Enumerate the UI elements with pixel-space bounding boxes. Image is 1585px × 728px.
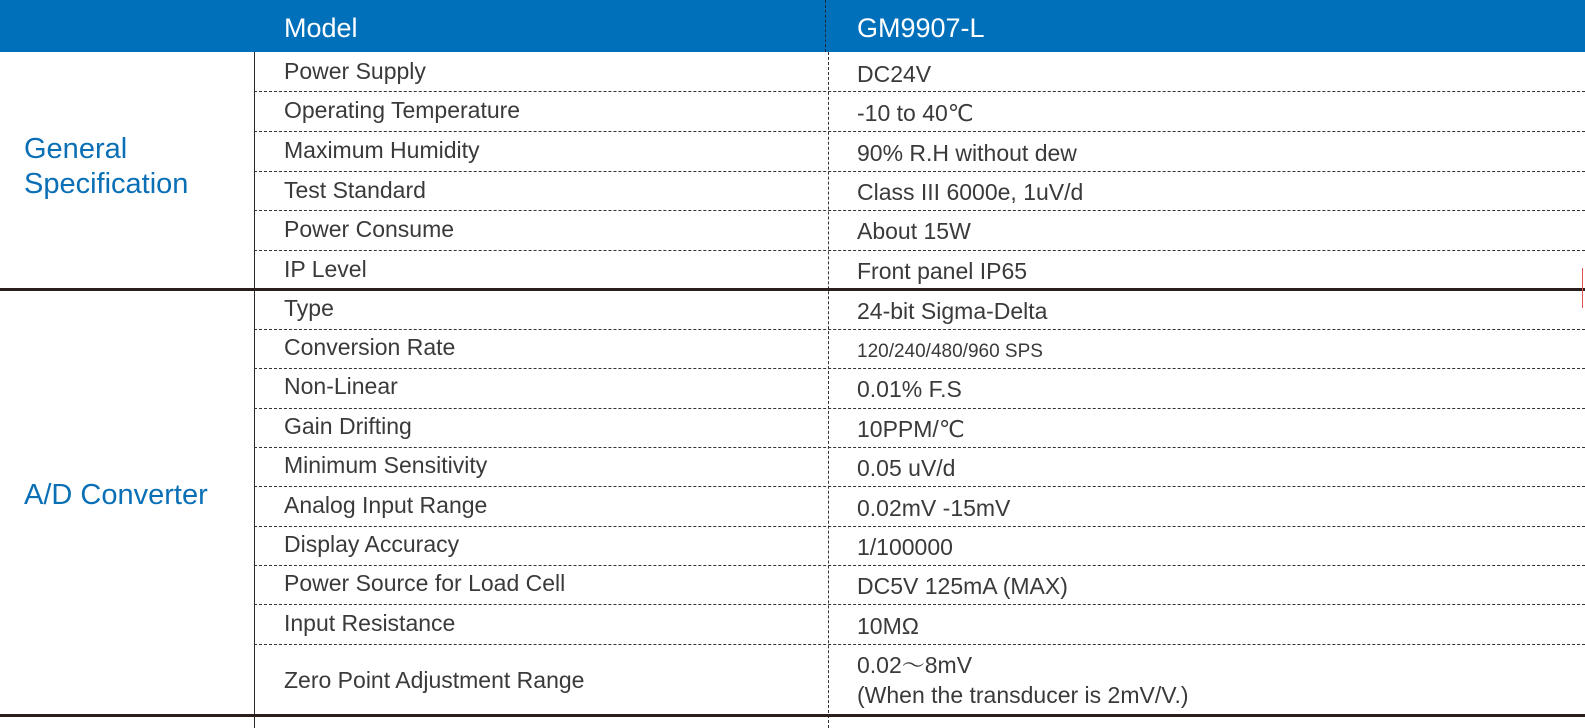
spec-value: 0.02mV -15mV (857, 495, 1011, 521)
spec-value: About 15W (857, 218, 971, 244)
spec-value: 0.05 uV/d (857, 455, 956, 481)
table-row (254, 448, 1585, 487)
spec-label: Input Resistance (284, 610, 456, 636)
table-row (254, 487, 1585, 527)
table-row (254, 291, 1585, 330)
spec-label: Power Source for Load Cell (284, 570, 566, 596)
group-title-general-specification (24, 132, 188, 202)
spec-label: Maximum Humidity (284, 137, 480, 163)
spec-value: 0.02～8mV (857, 652, 973, 678)
table-row (254, 527, 1585, 566)
spec-value: 90% R.H without dew (857, 140, 1077, 166)
table-row (254, 369, 1585, 409)
group-title-ad-converter (24, 478, 208, 513)
group-title-line: A/D Converter (24, 479, 208, 511)
header-model-value: GM9907-L (857, 13, 985, 43)
spec-value: DC5V 125mA (MAX) (857, 573, 1068, 599)
spec-value: -10 to 40℃ (857, 100, 974, 126)
table-row (254, 409, 1585, 448)
spec-label: Zero Point Adjustment Range (284, 667, 585, 693)
header-divider (825, 0, 826, 52)
spec-label: Display Accuracy (284, 531, 460, 557)
spec-value: 120/240/480/960 SPS (857, 341, 1043, 362)
spec-label: Power Supply (284, 58, 426, 84)
table-header (0, 0, 1585, 52)
spec-value: 24-bit Sigma-Delta (857, 298, 1048, 324)
spec-label: Type (284, 295, 334, 321)
spec-label: Test Standard (284, 177, 426, 203)
spec-value: 0.01% F.S (857, 376, 962, 402)
spec-label: Gain Drifting (284, 413, 412, 439)
spec-value: Class III 6000e, 1uV/d (857, 179, 1084, 205)
group-title-line: General (24, 133, 128, 165)
spec-label: Analog Input Range (284, 492, 488, 518)
header-model-label: Model (284, 13, 358, 43)
table-row (254, 92, 1585, 132)
table-row (254, 172, 1585, 211)
spec-label: Conversion Rate (284, 334, 456, 360)
group-title-line: Specification (24, 168, 189, 200)
spec-label: Non-Linear (284, 373, 398, 399)
spec-value: Front panel IP65 (857, 258, 1028, 284)
table-row (254, 251, 1585, 289)
spec-value: 10PPM/℃ (857, 416, 965, 442)
spec-label: Operating Temperature (284, 97, 521, 123)
table-bottom-border (0, 714, 1585, 717)
spec-value: DC24V (857, 61, 932, 87)
spec-label: Minimum Sensitivity (284, 452, 488, 478)
spec-label: Power Consume (284, 216, 455, 242)
table-row (254, 132, 1585, 172)
table-row (254, 645, 1585, 715)
spec-value: 1/100000 (857, 534, 953, 560)
spec-label: IP Level (284, 256, 367, 282)
table-row (254, 330, 1585, 369)
spec-value: 10MΩ (857, 613, 919, 639)
spec-value-note: (When the transducer is 2mV/V.) (857, 682, 1189, 708)
table-row (254, 605, 1585, 645)
table-row (254, 211, 1585, 251)
table-row (254, 52, 1585, 92)
table-row (254, 566, 1585, 605)
